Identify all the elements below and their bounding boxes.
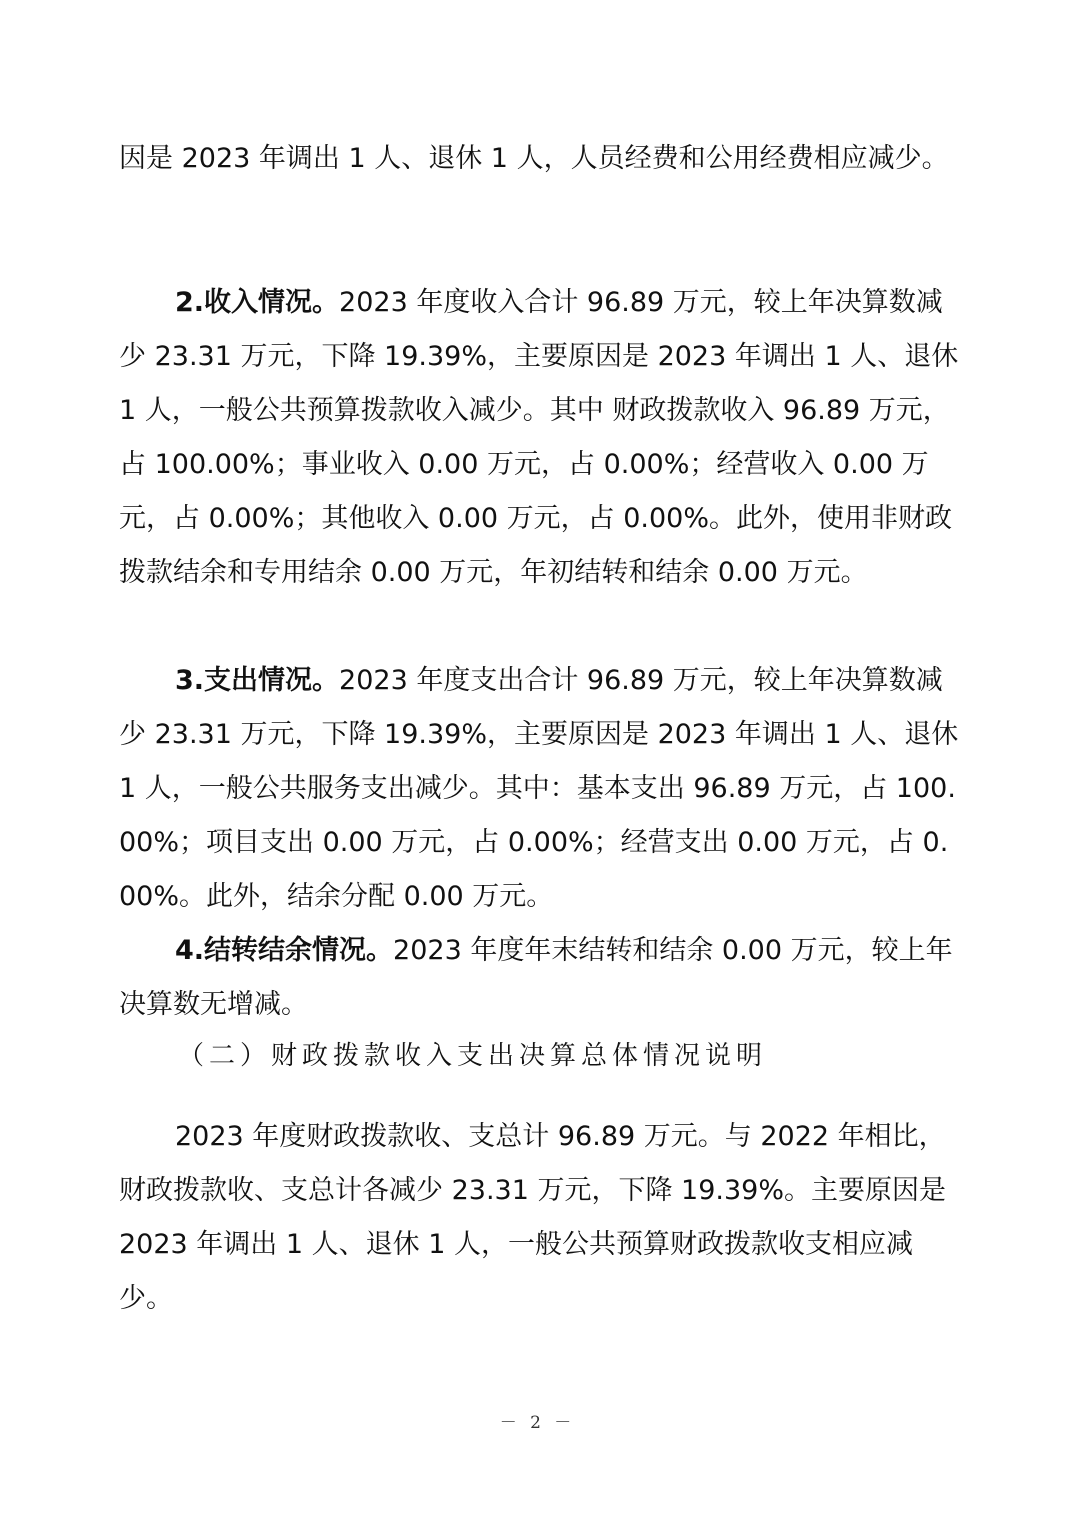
income-text: 2023 年度收入合计 96.89 万元，较上年决算数减少 23.31 万元，下降 19.39%，主要原因是 2023 年调出 1 人、退休 1 人，一般公共预算拨款收入减少。其中 财政拨款收入 96.89 万元，占 100.00%；事业收入 0.00 万元，占 0.00%；经营收入 0.00 万元，占 0.00%；其他收入 0.00 万元，占 0.00%。此外，使用非财政拨款结余和专用结余 0.00 万元，年初结转和结余 0.00 万元。 xyxy=(119,287,959,588)
income-heading: 2.收入情况。 xyxy=(175,287,340,318)
section-heading: （二）财政拨款收入支出决算总体情况说明 xyxy=(178,1041,768,1071)
page-number: － 2 － xyxy=(499,1413,576,1433)
paragraph-fiscal-summary xyxy=(119,1110,961,1326)
carryover-heading: 4.结转结余情况。 xyxy=(175,935,394,966)
carryover-text: 2023 年度年末结转和结余 0.00 万元，较上年决算数无增减。 xyxy=(119,935,953,1020)
paragraph-income xyxy=(119,276,961,600)
expenditure-text: 2023 年度支出合计 96.89 万元，较上年决算数减少 23.31 万元，下降 19.39%，主要原因是 2023 年调出 1 人、退休 1 人，一般公共服务支出减少。其中：基本支出 96.89 万元，占 100.00%；项目支出 0.00 万元，占 0.00%；经营支出 0.00 万元，占 0.00%。此外，结余分配 0.00 万元。 xyxy=(119,665,959,912)
paragraph-personnel-reason xyxy=(119,132,961,186)
paragraph-carryover xyxy=(119,924,961,1032)
paragraph-text: 因是 2023 年调出 1 人、退休 1 人，人员经费和公用经费相应减少。 xyxy=(119,143,949,174)
paragraph-text: 2023 年度财政拨款收、支总计 96.89 万元。与 2022 年相比，财政拨款收、支总计各减少 23.31 万元，下降 19.39%。主要原因是 2023 年调出 1 人、退休 1 人，一般公共预算财政拨款收支相应减少。 xyxy=(119,1121,946,1314)
expenditure-heading: 3.支出情况。 xyxy=(175,665,340,696)
paragraph-expenditure xyxy=(119,654,961,924)
